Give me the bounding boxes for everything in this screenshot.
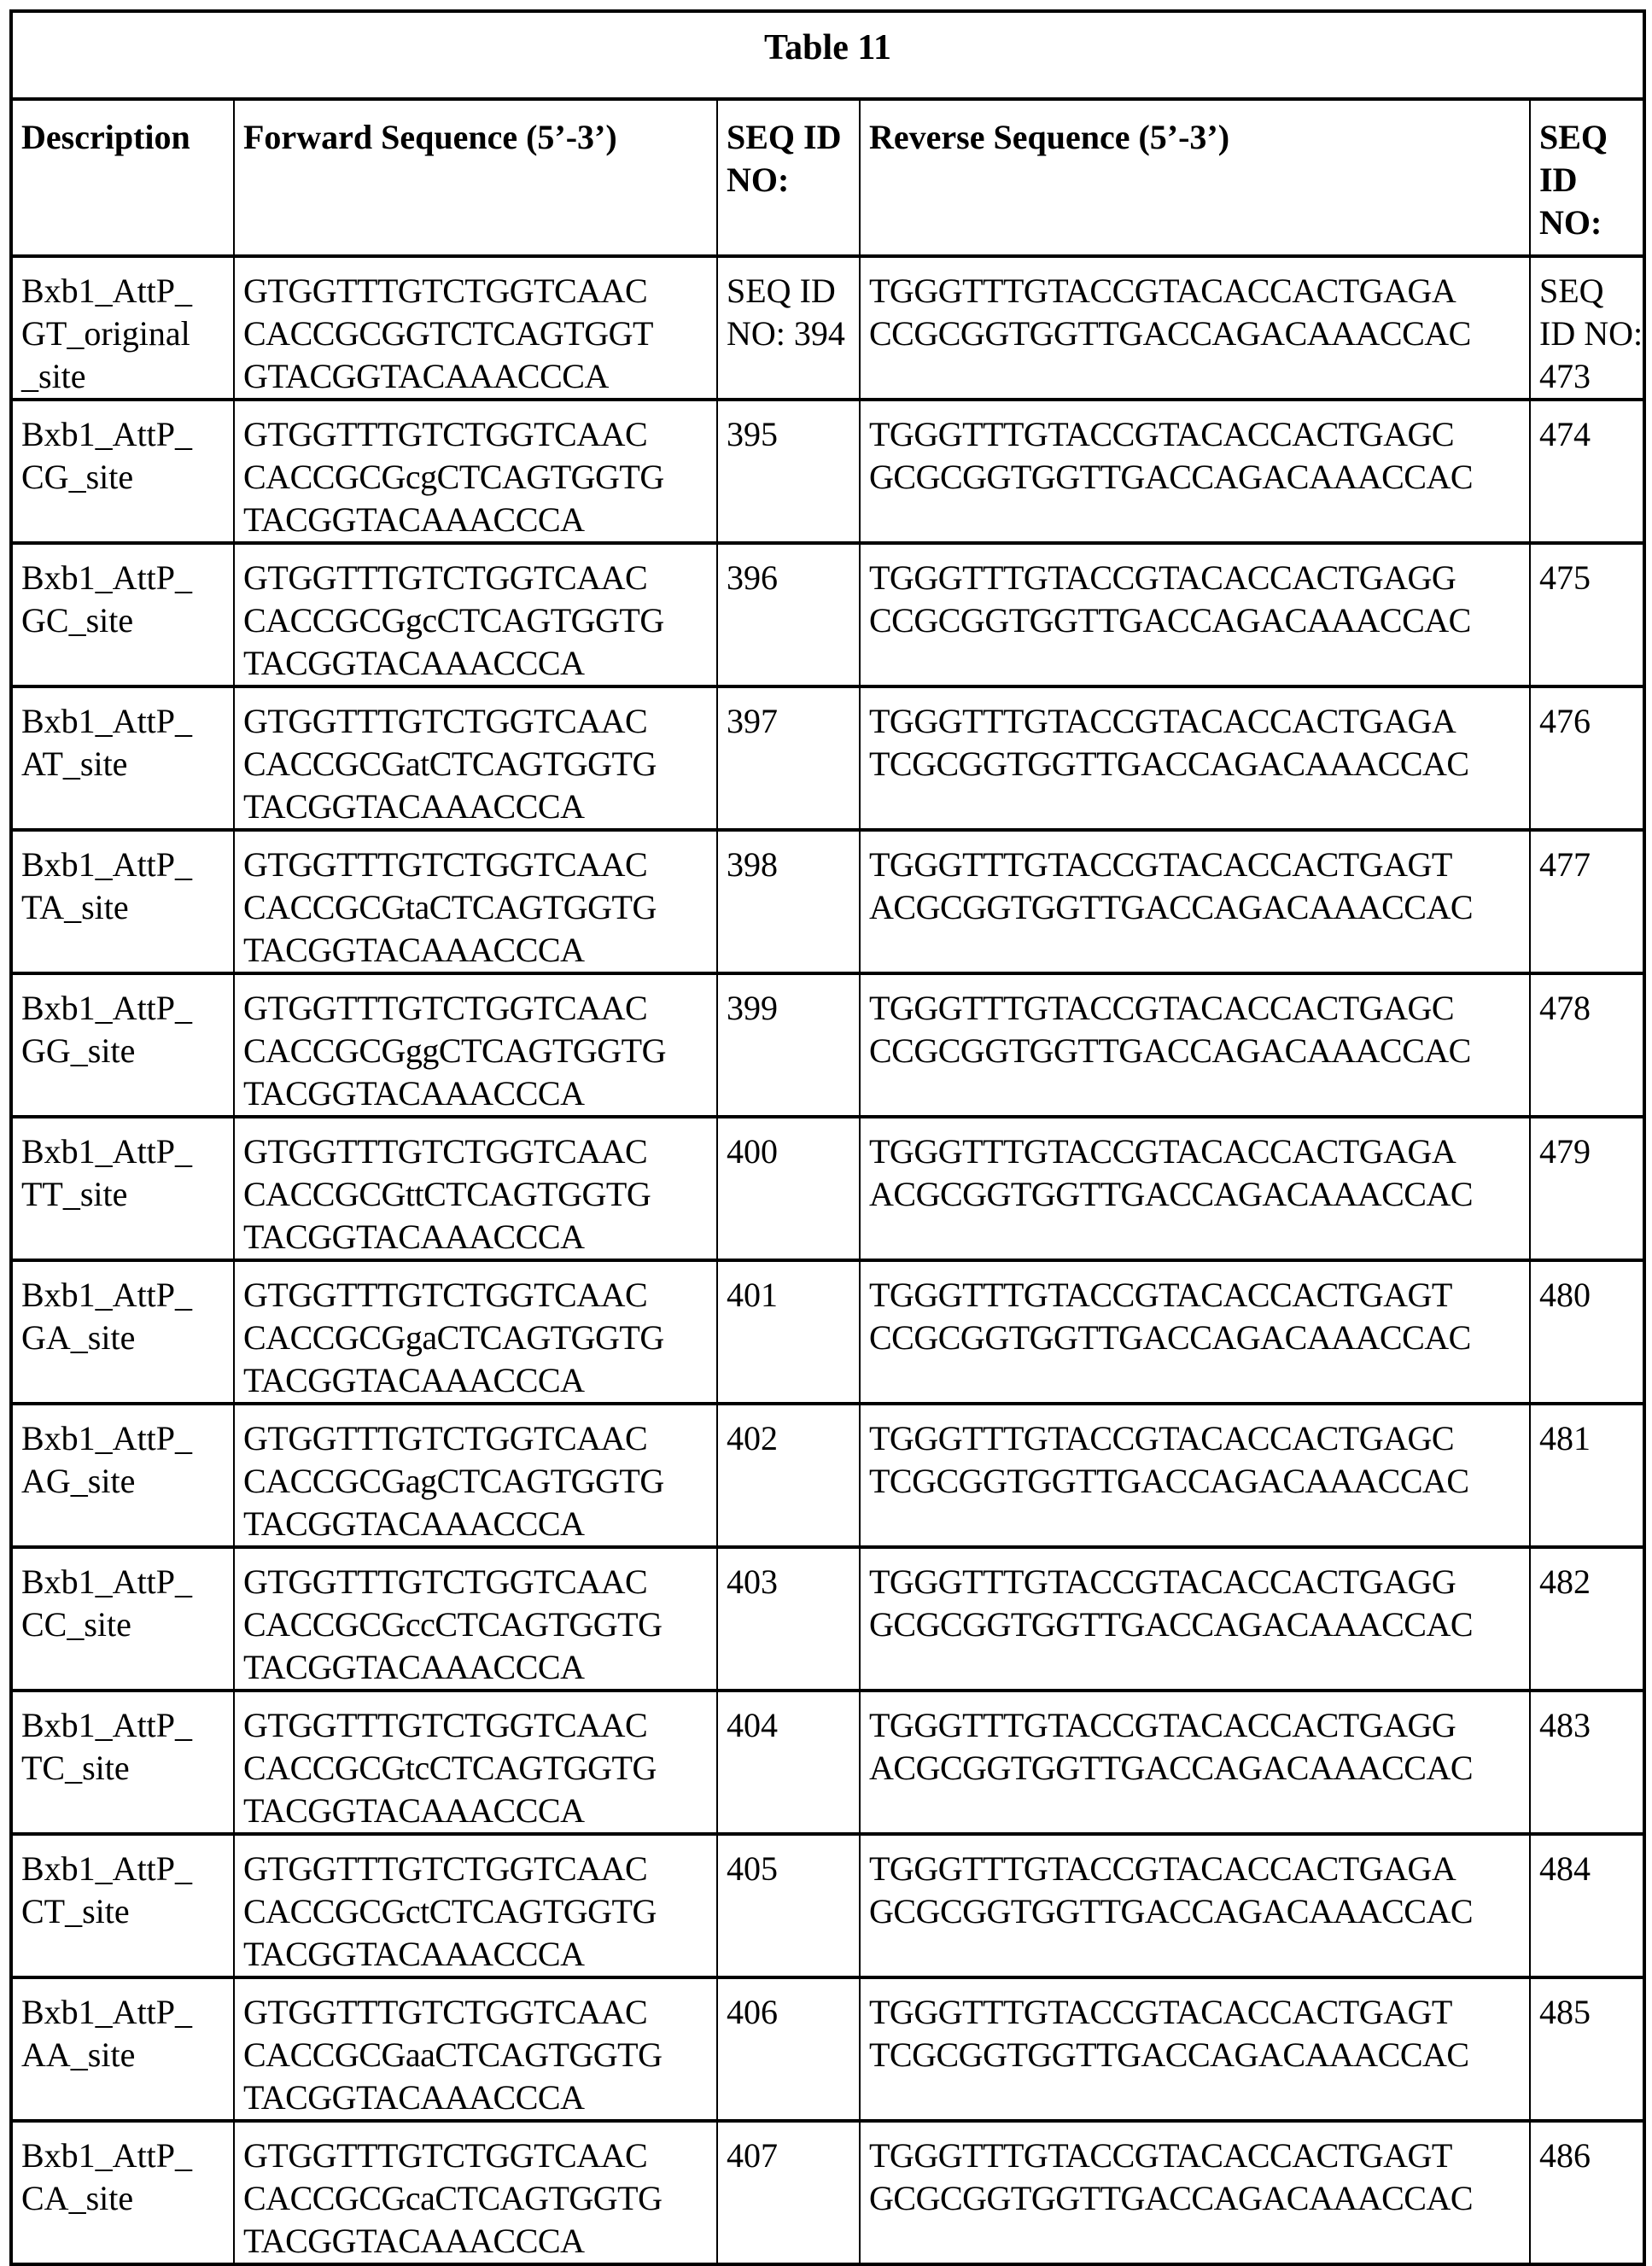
table-row: [11, 1977, 1644, 2121]
description-cell: Bxb1_AttP_ CC_site: [11, 1547, 234, 1691]
table-row: [11, 830, 1644, 973]
forward-seq-id-cell: 403: [717, 1547, 860, 1691]
title-row: [11, 11, 1644, 99]
table-row: [11, 1834, 1644, 1977]
forward-sequence-cell: GTGGTTTGTCTGGTCAAC CACCGCGatCTCAGTGGTG TACGGTACAAACCCA: [234, 686, 717, 830]
forward-seq-id-cell: 395: [717, 400, 860, 543]
forward-seq-id-cell: 402: [717, 1404, 860, 1547]
sequence-table: [9, 9, 1646, 2266]
forward-seq-id-cell: SEQ ID NO: 394: [717, 256, 860, 400]
description-cell: Bxb1_AttP_ GC_site: [11, 543, 234, 686]
forward-seq-id-cell: 401: [717, 1260, 860, 1404]
forward-sequence-cell: GTGGTTTGTCTGGTCAAC CACCGCGagCTCAGTGGTG TACGGTACAAACCCA: [234, 1404, 717, 1547]
description-cell: Bxb1_AttP_ CA_site: [11, 2121, 234, 2264]
reverse-sequence-cell: TGGGTTTGTACCGTACACCACTGAGG ACGCGGTGGTTGACCAGACAAACCAC: [860, 1691, 1530, 1834]
description-cell: Bxb1_AttP_ AT_site: [11, 686, 234, 830]
forward-sequence-cell: GTGGTTTGTCTGGTCAAC CACCGCGccCTCAGTGGTG TACGGTACAAACCCA: [234, 1547, 717, 1691]
description-cell: Bxb1_AttP_ GG_site: [11, 973, 234, 1117]
table-row: [11, 686, 1644, 830]
reverse-seq-id-cell: 481: [1530, 1404, 1644, 1547]
forward-sequence-cell: GTGGTTTGTCTGGTCAAC CACCGCGgcCTCAGTGGTG TACGGTACAAACCCA: [234, 543, 717, 686]
table-row: [11, 256, 1644, 400]
forward-sequence-cell: GTGGTTTGTCTGGTCAAC CACCGCGggCTCAGTGGTG TACGGTACAAACCCA: [234, 973, 717, 1117]
reverse-sequence-cell: TGGGTTTGTACCGTACACCACTGAGC TCGCGGTGGTTGACCAGACAAACCAC: [860, 1404, 1530, 1547]
description-cell: Bxb1_AttP_ AG_site: [11, 1404, 234, 1547]
forward-sequence-cell: GTGGTTTGTCTGGTCAAC CACCGCGgaCTCAGTGGTG TACGGTACAAACCCA: [234, 1260, 717, 1404]
reverse-sequence-cell: TGGGTTTGTACCGTACACCACTGAGT ACGCGGTGGTTGACCAGACAAACCAC: [860, 830, 1530, 973]
table-row: [11, 400, 1644, 543]
forward-sequence-cell: GTGGTTTGTCTGGTCAAC CACCGCGtcCTCAGTGGTG TACGGTACAAACCCA: [234, 1691, 717, 1834]
header-row: [11, 99, 1644, 256]
forward-seq-id-cell: 407: [717, 2121, 860, 2264]
table-body: [11, 256, 1644, 2264]
reverse-sequence-cell: TGGGTTTGTACCGTACACCACTGAGT GCGCGGTGGTTGACCAGACAAACCAC: [860, 2121, 1530, 2264]
reverse-seq-id-cell: 485: [1530, 1977, 1644, 2121]
reverse-seq-id-cell: 478: [1530, 973, 1644, 1117]
reverse-seq-id-cell: 482: [1530, 1547, 1644, 1691]
table-row: [11, 1404, 1644, 1547]
reverse-seq-id-cell: 476: [1530, 686, 1644, 830]
reverse-seq-id-cell: 483: [1530, 1691, 1644, 1834]
reverse-seq-id-cell: SEQ ID NO: 473: [1530, 256, 1644, 400]
forward-sequence-cell: GTGGTTTGTCTGGTCAAC CACCGCGcaCTCAGTGGTG TACGGTACAAACCCA: [234, 2121, 717, 2264]
description-cell: Bxb1_AttP_ CG_site: [11, 400, 234, 543]
reverse-seq-id-cell: 480: [1530, 1260, 1644, 1404]
description-cell: Bxb1_AttP_ GT_original _site: [11, 256, 234, 400]
table-row: [11, 1260, 1644, 1404]
reverse-seq-id-cell: 475: [1530, 543, 1644, 686]
reverse-sequence-cell: TGGGTTTGTACCGTACACCACTGAGA TCGCGGTGGTTGACCAGACAAACCAC: [860, 686, 1530, 830]
forward-seq-id-cell: 404: [717, 1691, 860, 1834]
table-row: [11, 973, 1644, 1117]
description-cell: Bxb1_AttP_ TC_site: [11, 1691, 234, 1834]
table-row: [11, 543, 1644, 686]
forward-seq-id-cell: 399: [717, 973, 860, 1117]
reverse-seq-id-cell: 479: [1530, 1117, 1644, 1260]
reverse-sequence-cell: TGGGTTTGTACCGTACACCACTGAGG GCGCGGTGGTTGACCAGACAAACCAC: [860, 1547, 1530, 1691]
table-title: Table 11: [11, 11, 1644, 99]
forward-sequence-cell: GTGGTTTGTCTGGTCAAC CACCGCGcgCTCAGTGGTG TACGGTACAAACCCA: [234, 400, 717, 543]
forward-seq-id-cell: 397: [717, 686, 860, 830]
forward-sequence-cell: GTGGTTTGTCTGGTCAAC CACCGCGttCTCAGTGGTG TACGGTACAAACCCA: [234, 1117, 717, 1260]
reverse-seq-id-cell: 484: [1530, 1834, 1644, 1977]
reverse-sequence-cell: TGGGTTTGTACCGTACACCACTGAGC GCGCGGTGGTTGACCAGACAAACCAC: [860, 400, 1530, 543]
table-row: [11, 2121, 1644, 2264]
forward-seq-id-cell: 400: [717, 1117, 860, 1260]
column-header-reverse-sequence: Reverse Sequence (5’-3’): [860, 99, 1530, 256]
forward-seq-id-cell: 398: [717, 830, 860, 973]
table-row: [11, 1547, 1644, 1691]
reverse-sequence-cell: TGGGTTTGTACCGTACACCACTGAGA ACGCGGTGGTTGACCAGACAAACCAC: [860, 1117, 1530, 1260]
reverse-sequence-cell: TGGGTTTGTACCGTACACCACTGAGT TCGCGGTGGTTGACCAGACAAACCAC: [860, 1977, 1530, 2121]
column-header-forward-sequence: Forward Sequence (5’-3’): [234, 99, 717, 256]
reverse-sequence-cell: TGGGTTTGTACCGTACACCACTGAGA GCGCGGTGGTTGACCAGACAAACCAC: [860, 1834, 1530, 1977]
forward-seq-id-cell: 406: [717, 1977, 860, 2121]
forward-seq-id-cell: 396: [717, 543, 860, 686]
reverse-seq-id-cell: 477: [1530, 830, 1644, 973]
column-header-forward-seq-id: SEQ ID NO:: [717, 99, 860, 256]
reverse-seq-id-cell: 486: [1530, 2121, 1644, 2264]
column-header-reverse-seq-id: SEQ ID NO:: [1530, 99, 1644, 256]
forward-sequence-cell: GTGGTTTGTCTGGTCAAC CACCGCGaaCTCAGTGGTG TACGGTACAAACCCA: [234, 1977, 717, 2121]
description-cell: Bxb1_AttP_ AA_site: [11, 1977, 234, 2121]
description-cell: Bxb1_AttP_ TT_site: [11, 1117, 234, 1260]
reverse-sequence-cell: TGGGTTTGTACCGTACACCACTGAGC CCGCGGTGGTTGACCAGACAAACCAC: [860, 973, 1530, 1117]
reverse-sequence-cell: TGGGTTTGTACCGTACACCACTGAGG CCGCGGTGGTTGACCAGACAAACCAC: [860, 543, 1530, 686]
reverse-sequence-cell: TGGGTTTGTACCGTACACCACTGAGT CCGCGGTGGTTGACCAGACAAACCAC: [860, 1260, 1530, 1404]
table-row: [11, 1117, 1644, 1260]
forward-sequence-cell: GTGGTTTGTCTGGTCAAC CACCGCGtaCTCAGTGGTG TACGGTACAAACCCA: [234, 830, 717, 973]
column-header-description: Description: [11, 99, 234, 256]
forward-sequence-cell: GTGGTTTGTCTGGTCAAC CACCGCGGTCTCAGTGGT GTACGGTACAAACCCA: [234, 256, 717, 400]
table-row: [11, 1691, 1644, 1834]
description-cell: Bxb1_AttP_ GA_site: [11, 1260, 234, 1404]
description-cell: Bxb1_AttP_ TA_site: [11, 830, 234, 973]
reverse-sequence-cell: TGGGTTTGTACCGTACACCACTGAGA CCGCGGTGGTTGACCAGACAAACCAC: [860, 256, 1530, 400]
forward-sequence-cell: GTGGTTTGTCTGGTCAAC CACCGCGctCTCAGTGGTG TACGGTACAAACCCA: [234, 1834, 717, 1977]
forward-seq-id-cell: 405: [717, 1834, 860, 1977]
reverse-seq-id-cell: 474: [1530, 400, 1644, 543]
description-cell: Bxb1_AttP_ CT_site: [11, 1834, 234, 1977]
